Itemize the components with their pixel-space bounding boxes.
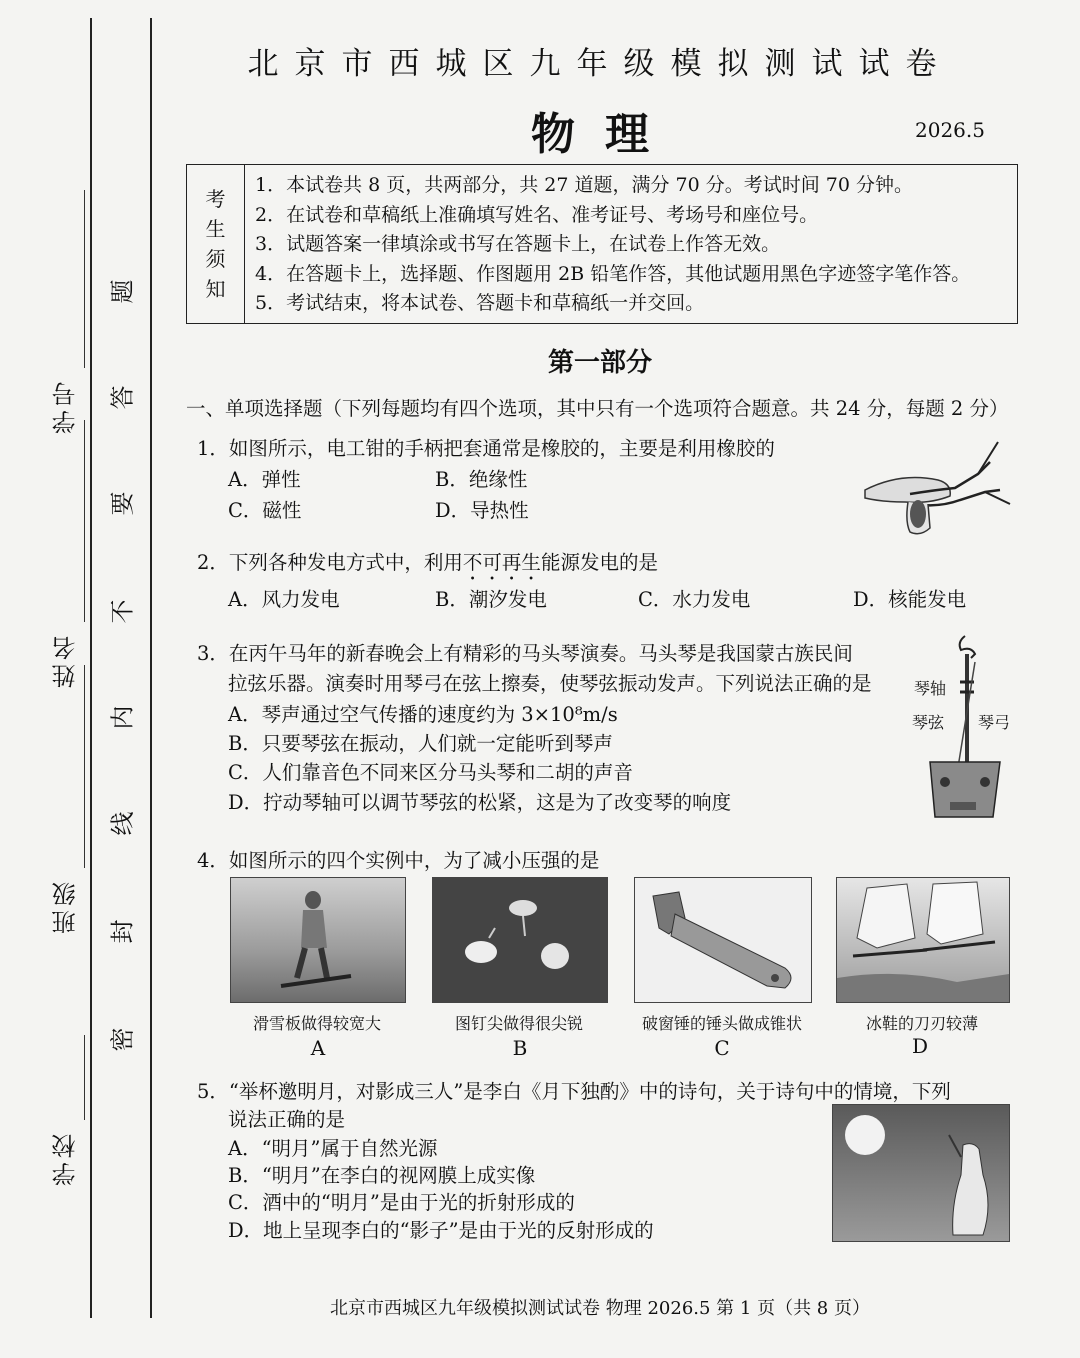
figure-label-bow: 琴弓 xyxy=(978,713,1011,732)
q2-stem-emphasis: 不可再生 xyxy=(462,551,541,574)
photo-thumbtacks xyxy=(432,877,608,1003)
question-3-stem-line2: 拉弦乐器。演奏时用琴弓在弦上擦奏，使琴弦振动发声。下列说法正确的是 xyxy=(228,672,872,695)
q2-stem-pre: 2．下列各种发电方式中，利用 xyxy=(197,551,463,574)
q2-stem-post: 能源发电的是 xyxy=(540,551,658,574)
q5-option-d: D．地上呈现李白的“影子”是由于光的反射形成的 xyxy=(228,1219,654,1242)
q3-option-b: B．只要琴弦在振动，人们就一定能听到琴声 xyxy=(228,732,613,755)
q1-option-c: C．磁性 xyxy=(228,499,302,522)
q1-option-d: D．导热性 xyxy=(435,499,529,522)
binding-field-underline xyxy=(84,190,85,368)
notice-heading-char: 知 xyxy=(205,277,226,301)
field-student-id-label: 学号 xyxy=(52,378,80,434)
q2-option-d: D．核能发电 xyxy=(853,588,967,611)
notice-heading-char: 须 xyxy=(205,247,226,271)
field-name-label: 姓名 xyxy=(52,632,80,688)
option-letter-c: C xyxy=(714,1036,730,1060)
q5-option-b: B．“明月”在李白的视网膜上成实像 xyxy=(228,1164,536,1187)
notice-item: 2．在试卷和草稿纸上准确填写姓名、准考证号、考场号和座位号。 xyxy=(255,203,819,226)
question-5-stem-line2: 说法正确的是 xyxy=(228,1108,346,1131)
notice-list xyxy=(255,171,970,319)
candidate-notice-box xyxy=(186,164,1018,324)
photo-safety-hammer xyxy=(634,877,812,1003)
question-4-stem: 4．如图所示的四个实例中，为了减小压强的是 xyxy=(197,849,600,872)
field-school-label: 学校 xyxy=(52,1130,80,1186)
q2-option-a: A．风力发电 xyxy=(228,588,340,611)
notice-item: 3．试题答案一律填涂或书写在答题卡上，在试卷上作答无效。 xyxy=(255,233,781,255)
notice-heading-char: 考 xyxy=(205,187,226,211)
notice-heading-char: 生 xyxy=(205,217,226,241)
figure-label-string: 琴弦 xyxy=(912,713,945,732)
caption-d: 冰鞋的刀刃较薄 xyxy=(865,1014,978,1033)
q5-option-c: C．酒中的“明月”是由于光的折射形成的 xyxy=(228,1191,575,1214)
seal-char: 封 xyxy=(108,919,137,944)
notice-heading xyxy=(187,165,245,323)
seal-char: 密 xyxy=(108,1027,137,1052)
binding-line-outer xyxy=(90,18,92,1318)
notice-item: 1．本试卷共 8 页，共两部分，共 27 道题，满分 70 分。考试时间 70 分钟。 xyxy=(255,174,914,196)
page-footer: 北京市西城区九年级模拟测试试卷 物理 2026.5 第 1 页（共 8 页） xyxy=(330,1298,870,1319)
q2-option-b: B．潮汐发电 xyxy=(435,588,547,611)
exam-title: 北京市西城区九年级模拟测试试卷 xyxy=(247,46,953,82)
morin-khuur-figure xyxy=(905,632,1010,832)
q3-option-a: A．琴声通过空气传播的速度约为 3×10⁸m/s xyxy=(228,703,618,726)
binding-field-underline xyxy=(84,1035,85,1120)
seal-char: 要 xyxy=(108,491,137,516)
q3-option-d: D．拧动琴轴可以调节琴弦的松紧，这是为了改变琴的响度 xyxy=(228,791,732,814)
caption-a: 滑雪板做得较宽大 xyxy=(252,1014,381,1033)
part-title: 第一部分 xyxy=(547,348,652,378)
question-1-stem: 1．如图所示，电工钳的手柄把套通常是橡胶的，主要是利用橡胶的 xyxy=(197,437,775,460)
binding-line-inner xyxy=(150,18,152,1318)
option-letter-d: D xyxy=(911,1034,929,1058)
notice-item: 4．在答题卡上，选择题、作图题用 2B 铅笔作答，其他试题用黑色字迹签字笔作答。 xyxy=(255,262,971,285)
caption-b: 图钉尖做得很尖锐 xyxy=(454,1014,583,1033)
seal-char: 答 xyxy=(108,385,137,410)
q3-option-c: C．人们靠音色不同来区分马头琴和二胡的声音 xyxy=(228,761,633,784)
option-letter-b: B xyxy=(512,1036,528,1060)
seal-char: 不 xyxy=(108,599,137,624)
q1-option-b: B．绝缘性 xyxy=(435,468,528,491)
seal-char: 线 xyxy=(108,811,137,836)
option-letter-a: A xyxy=(310,1036,326,1060)
photo-li-bai-moon xyxy=(832,1104,1010,1242)
field-class-label: 班级 xyxy=(52,878,80,934)
q2-option-c: C．水力发电 xyxy=(638,588,751,611)
caption-c: 破窗锤的锤头做成锥状 xyxy=(641,1014,802,1033)
pliers-figure xyxy=(860,432,1015,542)
photo-snowboard xyxy=(230,877,406,1003)
figure-label-tuning-peg: 琴轴 xyxy=(914,679,947,698)
subject-title: 物理 xyxy=(531,109,679,160)
photo-ice-skates xyxy=(836,877,1010,1003)
seal-char: 内 xyxy=(108,705,137,730)
binding-field-underline xyxy=(84,420,85,622)
notice-item: 5．考试结束，将本试卷、答题卡和草稿纸一并交回。 xyxy=(255,292,705,314)
binding-field-underline xyxy=(84,665,85,868)
q1-option-a: A．弹性 xyxy=(228,468,301,491)
question-2-stem xyxy=(197,547,658,585)
question-3-stem-line1: 3．在丙午马年的新春晚会上有精彩的马头琴演奏。马头琴是我国蒙古族民间 xyxy=(197,642,853,665)
exam-date: 2026.5 xyxy=(915,118,985,142)
question-5-stem-line1: 5．“举杯邀明月，对影成三人”是李白《月下独酌》中的诗句，关于诗句中的情境，下列 xyxy=(197,1080,951,1103)
q5-option-a: A．“明月”属于自然光源 xyxy=(228,1137,438,1160)
seal-char: 题 xyxy=(108,279,137,304)
section-title: 一、单项选择题（下列每题均有四个选项，其中只有一个选项符合题意。共 24 分，每题 2 分） xyxy=(186,397,1009,420)
